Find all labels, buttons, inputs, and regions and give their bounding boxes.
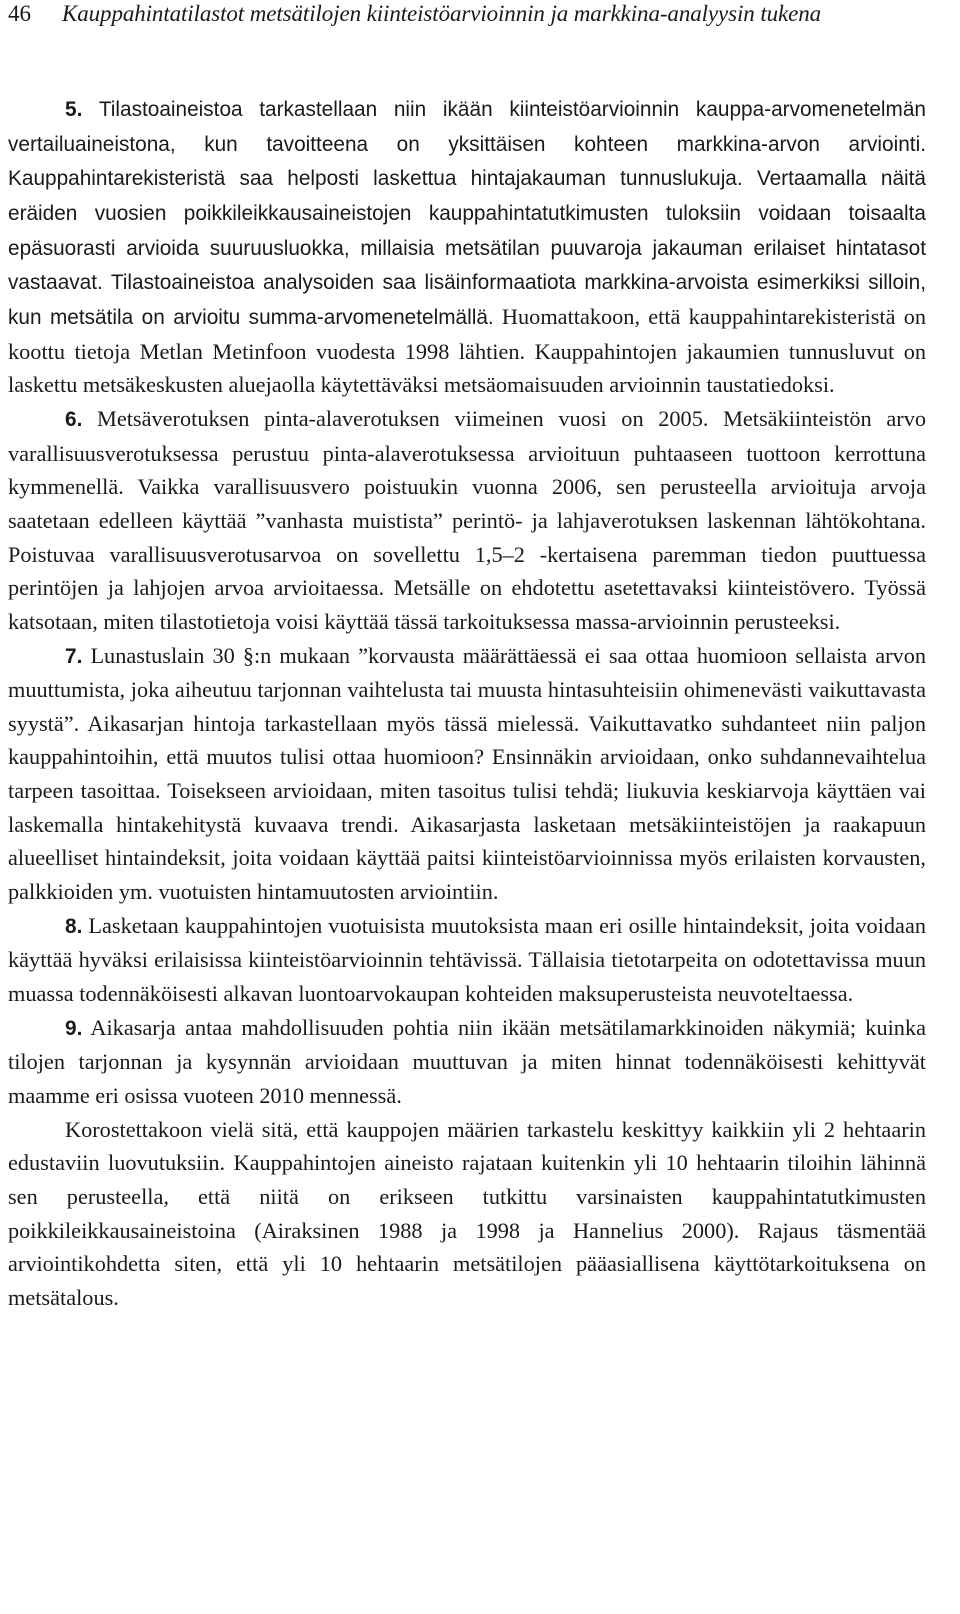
paragraph-6 [8, 402, 926, 639]
paragraph-text: Lunastuslain 30 §:n mukaan ”korvausta määrättäessä ei saa ottaa huomioon sellaista arvon muuttumista, joka aiheutuu tarjonnan vaihtelusta tai muusta hintasuhteisiin ohimenevästi vaikuttavasta syystä”. Aikasarjan hintoja tarkastellaan myös tässä mielessä. Vaikuttavatko suhdanteet niin paljon kauppahintoihin, että muutos tulisi ottaa huomioon? Ensinnäkin arvioidaan, onko suhdannevaihtelua tarpeen tasoittaa. Toisekseen arvioidaan, miten tasoitus tulisi tehdä; liukuvia keskiarvoja käyttäen vai laskemalla hintakehitystä kuvaava trendi. Aikasarjasta lasketaan metsäkiinteistöjen ja raakapuun alueelliset hintaindeksit, joita voidaan käyttää paitsi kiinteistöarvioinnissa myös erilaisten korvausten, palkkioiden ym. vuotuisten hintamuutosten arviointiin. [8, 642, 926, 905]
item-number: 9. [65, 1016, 83, 1040]
running-title: Kauppahintatilastot metsätilojen kiinteistöarvioinnin ja markkina-analyysin tukena [62, 1, 822, 26]
document-page [8, 0, 926, 1315]
paragraph-8 [8, 909, 926, 1011]
paragraph-5 [8, 92, 926, 402]
paragraph-text: Metsäverotuksen pinta-alaverotuksen viimeinen vuosi on 2005. Metsäkiinteistön arvo varallisuusverotuksessa perustuu pinta-alaverotuksessa arvioituun puhtaaseen tuottoon kerrottuna kymmenellä. Vaikka varallisuusvero poistuukin vuonna 2006, sen perusteella arvioituja arvoja saatetaan edelleen käyttää ”vanhasta muistista” perintö- ja lahjaverotuksen laskennan lähtökohtana. Poistuvaa varallisuusverotusarvoa on sovellettu 1,5–2 -kertaisena paremman tiedon puuttuessa perintöjen ja lahjojen arvoa arvioitaessa. Metsälle on ehdotettu asetettavaksi kiinteistövero. Työssä katsotaan, miten tilastotietoja voisi käyttää tässä tarkoituksessa massa-arvioinnin perusteeksi. [8, 405, 926, 634]
item-number: 8. [65, 914, 83, 938]
paragraph-closing [8, 1113, 926, 1315]
item-number: 7. [65, 644, 83, 668]
item-number: 5. [65, 98, 83, 121]
running-header [8, 0, 926, 30]
paragraph-text: Lasketaan kauppahintojen vuotuisista muutoksista maan eri osille hintaindeksit, joita voidaan käyttää hyväksi erilaisissa kiinteistöarvioinnin tehtävissä. Tällaisia tietotarpeita on odotettavissa muun muassa todennäköisesti alkavan luontoarvokaupan kohteiden maksuperusteista neuvoteltaessa. [8, 912, 926, 1007]
paragraph-text: Huomattakoon, että kauppahintarekisteristä on koottu tietoja Metlan Metinfoon vuodesta 1998 lähtien. Kauppahintojen jakaumien tunnusluvut on laskettu metsäkeskusten aluejaolla käytettäväksi metsäomaisuuden arvioinnin taustatiedoksi. [8, 303, 926, 398]
paragraph-text: Korostettakoon vielä sitä, että kauppojen määrien tarkastelu keskittyy kaikkiin yli 2 hehtaarin edustaviin luovutuksiin. Kauppahintojen aineisto rajataan kuitenkin yli 10 hehtaarin tiloihin lähinnä sen perusteella, että niitä on erikseen tutkittu varsinaisten kauppahintatutkimusten poikkileikkausaineistoina (Airaksinen 1988 ja 1998 ja Hannelius 2000). Rajaus täsmentää arviointikohdetta siten, että yli 10 hehtaarin metsätilojen pääasiallisena käyttötarkoituksena on metsätalous. [8, 1116, 926, 1310]
paragraph-sans-text: Tilastoaineistoa tarkastellaan niin ikään kiinteistöarvioinnin kauppa-arvomenetelmän vertailuaineistona, kun tavoitteena on yksittäisen kohteen markkina-arvon arviointi. Kauppahintarekisteristä saa helposti laskettua hintajakauman tunnuslukuja. Vertaamalla näitä eräiden vuosien poikkileikkausaineistojen kauppahintatutkimusten tuloksiin voidaan toisaalta epäsuorasti arvioida suuruusluokka, millaisia metsätilan puuvaroja jakauman erilaiset hintatasot vastaavat. Tilastoaineistoa analysoiden saa lisäinformaatiota markkina-arvoista esimerkiksi silloin, kun metsätila on arvioitu summa-arvomenetelmällä. [8, 98, 926, 329]
paragraph-7 [8, 639, 926, 909]
item-number: 6. [65, 407, 83, 431]
paragraph-text: Aikasarja antaa mahdollisuuden pohtia niin ikään metsätilamarkkinoiden näkymiä; kuinka tilojen tarjonnan ja kysynnän arvioidaan muuttuvan ja miten hinnat todennäköisesti kehittyvät maamme eri osissa vuoteen 2010 mennessä. [8, 1014, 926, 1109]
paragraph-9 [8, 1011, 926, 1113]
page-number: 46 [8, 1, 31, 26]
body-text [8, 92, 926, 1315]
